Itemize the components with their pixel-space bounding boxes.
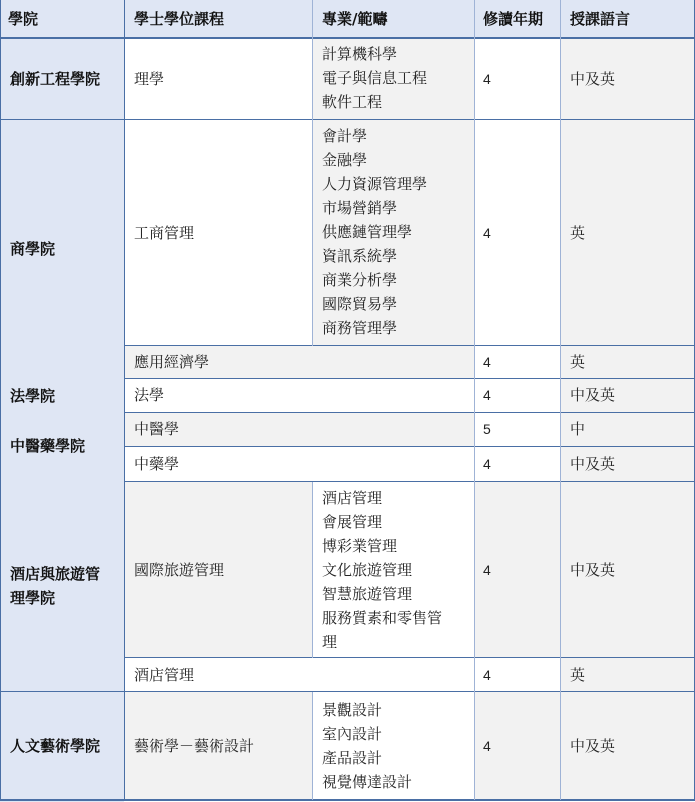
rule-inner (124, 446, 695, 447)
major-item: 產品設計 (322, 749, 383, 767)
major-item: 會計學 (322, 127, 368, 145)
major-item: 博彩業管理 (322, 537, 398, 555)
rule-vertical (474, 0, 475, 38)
major-item: 會展管理 (322, 513, 383, 531)
major-item: 金融學 (322, 151, 368, 169)
major-item: 室內設計 (322, 725, 383, 743)
duration-hotel-management: 4 (474, 658, 560, 692)
school-name-line: 酒店與旅遊管 (10, 565, 101, 583)
rule-inner (124, 345, 695, 346)
major-item: 市場營銷學 (322, 199, 398, 217)
major-item: 軟件工程 (322, 93, 383, 111)
rule-row (0, 119, 695, 120)
program-law: 法學 (124, 378, 474, 412)
rule-vertical (312, 482, 313, 658)
rule-vertical (560, 38, 561, 800)
major-item: 供應鏈管理學 (322, 223, 413, 241)
duration-chinese-medicine: 5 (474, 412, 560, 446)
rule-vertical (312, 0, 313, 38)
rule-inner (124, 412, 695, 413)
duration-chinese-pharmacy: 4 (474, 446, 560, 482)
program-chinese-medicine: 中醫學 (124, 412, 474, 446)
duration-business-admin: 4 (474, 120, 560, 346)
duration-applied-economics: 4 (474, 346, 560, 378)
duration-art-design: 4 (474, 692, 560, 800)
program-applied-economics: 應用經濟學 (124, 346, 474, 378)
language-art-design: 中及英 (560, 692, 695, 800)
major-item: 資訊系統學 (322, 247, 398, 265)
rule-vertical (124, 0, 125, 801)
major-item: 理 (322, 633, 338, 651)
language-chinese-medicine: 中 (560, 412, 695, 446)
rule-vertical (560, 0, 561, 38)
program-hotel-management: 酒店管理 (124, 658, 474, 692)
majors-intl-tourism (312, 482, 474, 658)
majors-business-admin (312, 120, 474, 346)
rule-row (0, 691, 695, 692)
major-item: 商業分析學 (322, 271, 398, 289)
header-program: 學士學位課程 (124, 0, 312, 38)
major-item: 酒店管理 (322, 489, 383, 507)
school-name-line: 理學院 (10, 589, 56, 607)
school-chinese-medicine: 中醫藥學院 (0, 428, 124, 464)
language-law: 中及英 (560, 378, 695, 412)
major-item: 人力資源管理學 (322, 175, 428, 193)
duration-intl-tourism: 4 (474, 482, 560, 658)
major-item: 國際貿易學 (322, 295, 398, 313)
language-intl-tourism: 中及英 (560, 482, 695, 658)
school-law: 法學院 (0, 378, 124, 414)
duration-science: 4 (474, 38, 560, 120)
major-item: 智慧旅遊管理 (322, 585, 413, 603)
program-science: 理學 (124, 38, 312, 120)
duration-law: 4 (474, 378, 560, 412)
header-school: 學院 (0, 0, 124, 38)
major-item: 服務質素和零售管 (322, 609, 443, 627)
rule-table-bottom (0, 799, 695, 801)
language-science: 中及英 (560, 38, 695, 120)
major-item: 景觀設計 (322, 701, 383, 719)
major-item: 視覺傳達設計 (322, 773, 413, 791)
major-item: 文化旅遊管理 (322, 561, 413, 579)
program-chinese-pharmacy: 中藥學 (124, 446, 474, 482)
rule-inner (124, 378, 695, 379)
major-item: 計算機科學 (322, 45, 398, 63)
majors-science (312, 38, 474, 120)
school-innovation-engineering: 創新工程學院 (0, 38, 124, 120)
header-language: 授課語言 (560, 0, 695, 38)
program-art-design: 藝術學－藝術設計 (124, 692, 312, 800)
school-humanities-arts: 人文藝術學院 (0, 692, 124, 800)
rule-vertical (474, 38, 475, 800)
major-item: 電子與信息工程 (322, 69, 428, 87)
language-hotel-management: 英 (560, 658, 695, 692)
majors-art-design (312, 692, 474, 800)
school-hospitality-tourism (0, 562, 124, 612)
header-major: 專業/範疇 (312, 0, 474, 38)
program-intl-tourism: 國際旅遊管理 (124, 482, 312, 658)
rule-vertical (312, 38, 313, 346)
rule-header-bottom (0, 37, 695, 39)
major-item: 商務管理學 (322, 319, 398, 337)
language-business-admin: 英 (560, 120, 695, 346)
language-chinese-pharmacy: 中及英 (560, 446, 695, 482)
rule-inner (124, 657, 695, 658)
rule-vertical (312, 692, 313, 800)
rule-inner (124, 481, 695, 482)
language-applied-economics: 英 (560, 346, 695, 378)
school-business: 商學院 (0, 120, 124, 378)
rule-vertical (0, 0, 1, 801)
header-duration: 修讀年期 (474, 0, 560, 38)
program-business-admin: 工商管理 (124, 120, 312, 346)
